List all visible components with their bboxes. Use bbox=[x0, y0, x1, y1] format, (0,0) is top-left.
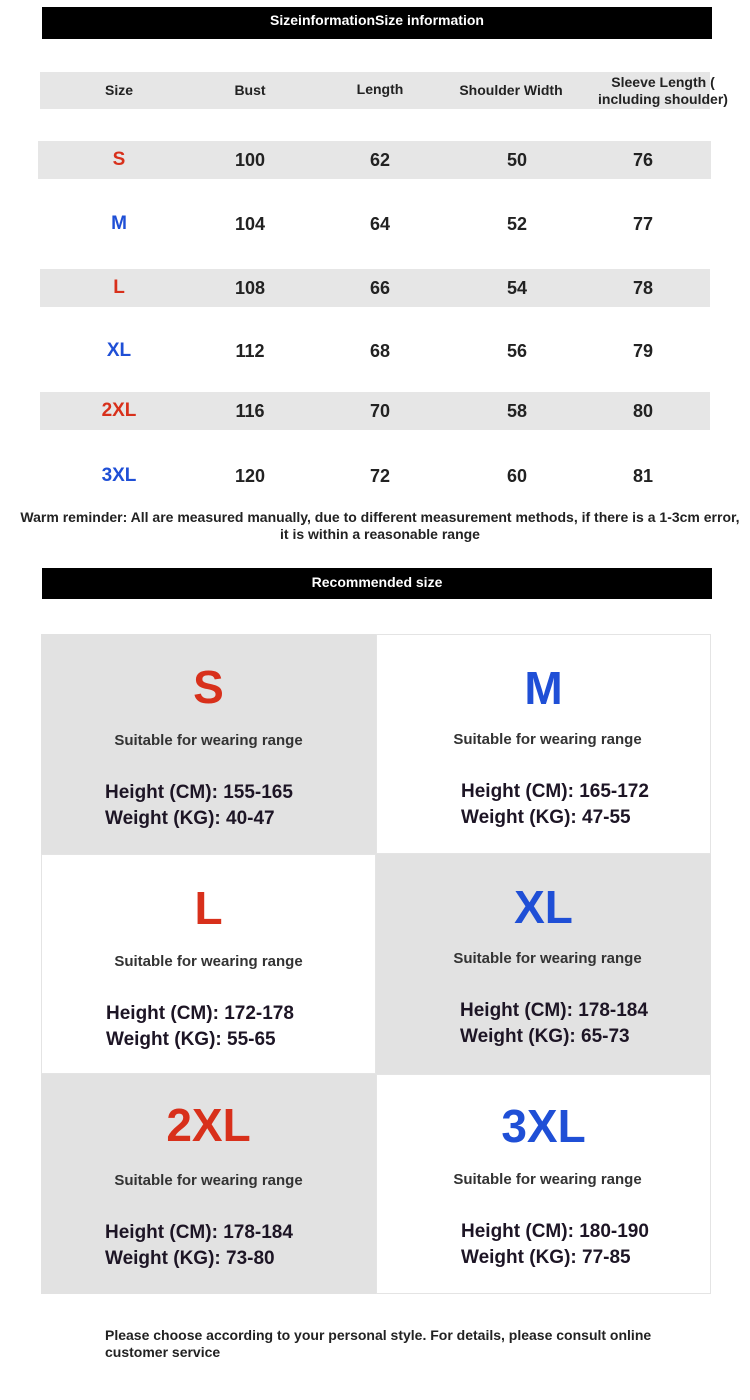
recommended-size-title: Recommended size bbox=[311, 574, 443, 590]
card-size-label: XL bbox=[514, 881, 573, 933]
size-information-title-bar bbox=[42, 7, 712, 39]
recommended-card-2xl bbox=[41, 1074, 376, 1294]
size-cell: 3XL bbox=[101, 465, 137, 486]
card-weight: Weight (KG): 47-55 bbox=[461, 807, 631, 828]
recommended-size-grid bbox=[41, 634, 712, 1294]
size-table-header bbox=[40, 72, 728, 109]
sleeve-cell: 77 bbox=[632, 214, 654, 234]
length-cell: 64 bbox=[369, 214, 391, 234]
card-weight: Weight (KG): 65-73 bbox=[460, 1026, 630, 1047]
card-suitable-text: Suitable for wearing range bbox=[453, 950, 642, 967]
sleeve-cell: 79 bbox=[632, 341, 654, 361]
card-weight: Weight (KG): 40-47 bbox=[105, 808, 275, 829]
sleeve-cell: 80 bbox=[632, 401, 654, 421]
card-weight: Weight (KG): 55-65 bbox=[106, 1029, 276, 1050]
card-size-label: M bbox=[524, 662, 563, 714]
table-row bbox=[40, 269, 710, 307]
length-cell: 72 bbox=[369, 466, 391, 486]
recommended-size-title-bar bbox=[42, 568, 712, 599]
size-cell: S bbox=[112, 149, 126, 170]
length-cell: 70 bbox=[369, 401, 391, 421]
card-suitable-text: Suitable for wearing range bbox=[114, 732, 303, 749]
header-size: Size bbox=[104, 82, 134, 98]
card-measurements bbox=[105, 780, 293, 832]
shoulder-cell: 60 bbox=[506, 466, 528, 486]
shoulder-cell: 58 bbox=[506, 401, 528, 421]
card-height: Height (CM): 155-165 bbox=[105, 782, 293, 803]
card-height: Height (CM): 165-172 bbox=[461, 781, 649, 802]
card-suitable-text: Suitable for wearing range bbox=[453, 731, 642, 748]
bust-cell: 104 bbox=[234, 214, 266, 234]
card-height: Height (CM): 178-184 bbox=[105, 1222, 293, 1243]
header-shoulder-width: Shoulder Width bbox=[459, 82, 563, 98]
shoulder-cell: 54 bbox=[506, 278, 528, 298]
sleeve-cell: 78 bbox=[632, 278, 654, 298]
card-size-label: 2XL bbox=[166, 1099, 251, 1151]
card-suitable-text: Suitable for wearing range bbox=[114, 1172, 303, 1189]
card-measurements bbox=[460, 998, 648, 1050]
header-length: Length bbox=[356, 81, 404, 97]
sleeve-cell: 81 bbox=[632, 466, 654, 486]
shoulder-cell: 52 bbox=[506, 214, 528, 234]
recommended-card-s bbox=[41, 634, 376, 854]
card-height: Height (CM): 180-190 bbox=[461, 1221, 649, 1242]
length-cell: 68 bbox=[369, 341, 391, 361]
sleeve-cell: 76 bbox=[632, 150, 654, 170]
bust-cell: 120 bbox=[234, 466, 266, 486]
shoulder-cell: 50 bbox=[506, 150, 528, 170]
card-size-label: S bbox=[193, 661, 224, 713]
size-cell: L bbox=[113, 277, 125, 298]
table-row bbox=[40, 332, 710, 370]
bust-cell: 100 bbox=[234, 150, 266, 170]
table-row bbox=[40, 392, 710, 430]
warm-reminder: Warm reminder: All are measured manually, due to different measurement methods, if there is a 1-3cm error, it is within a reasonable range bbox=[20, 509, 740, 542]
header-sleeve-length: Sleeve Length ( including shoulder) bbox=[598, 74, 728, 107]
card-measurements bbox=[461, 779, 649, 831]
bust-cell: 112 bbox=[235, 341, 265, 361]
card-measurements bbox=[106, 1001, 294, 1053]
card-weight: Weight (KG): 77-85 bbox=[461, 1247, 631, 1268]
card-measurements bbox=[105, 1220, 293, 1272]
card-measurements bbox=[461, 1219, 649, 1271]
header-bust: Bust bbox=[234, 82, 266, 98]
size-cell: M bbox=[111, 213, 127, 234]
table-row bbox=[40, 205, 710, 243]
length-cell: 66 bbox=[369, 278, 391, 298]
table-row bbox=[40, 457, 710, 495]
card-size-label: 3XL bbox=[501, 1100, 586, 1152]
size-cell: 2XL bbox=[101, 400, 137, 421]
shoulder-cell: 56 bbox=[506, 341, 528, 361]
bust-cell: 108 bbox=[234, 278, 266, 298]
table-row bbox=[38, 141, 711, 179]
card-weight: Weight (KG): 73-80 bbox=[105, 1248, 275, 1269]
size-cell: XL bbox=[106, 340, 132, 361]
footer-note: Please choose according to your personal style. For details, please consult online customer service bbox=[105, 1327, 652, 1360]
recommended-card-m bbox=[376, 634, 711, 854]
card-suitable-text: Suitable for wearing range bbox=[453, 1171, 642, 1188]
bust-cell: 116 bbox=[235, 401, 265, 421]
card-height: Height (CM): 172-178 bbox=[106, 1003, 294, 1024]
size-information-title: SizeinformationSize information bbox=[270, 12, 484, 28]
recommended-card-l bbox=[41, 854, 376, 1074]
card-size-label: L bbox=[194, 882, 223, 934]
card-suitable-text: Suitable for wearing range bbox=[114, 953, 303, 970]
card-height: Height (CM): 178-184 bbox=[460, 1000, 648, 1021]
recommended-card-xl bbox=[376, 854, 711, 1074]
recommended-card-3xl bbox=[376, 1074, 711, 1294]
length-cell: 62 bbox=[369, 150, 391, 170]
